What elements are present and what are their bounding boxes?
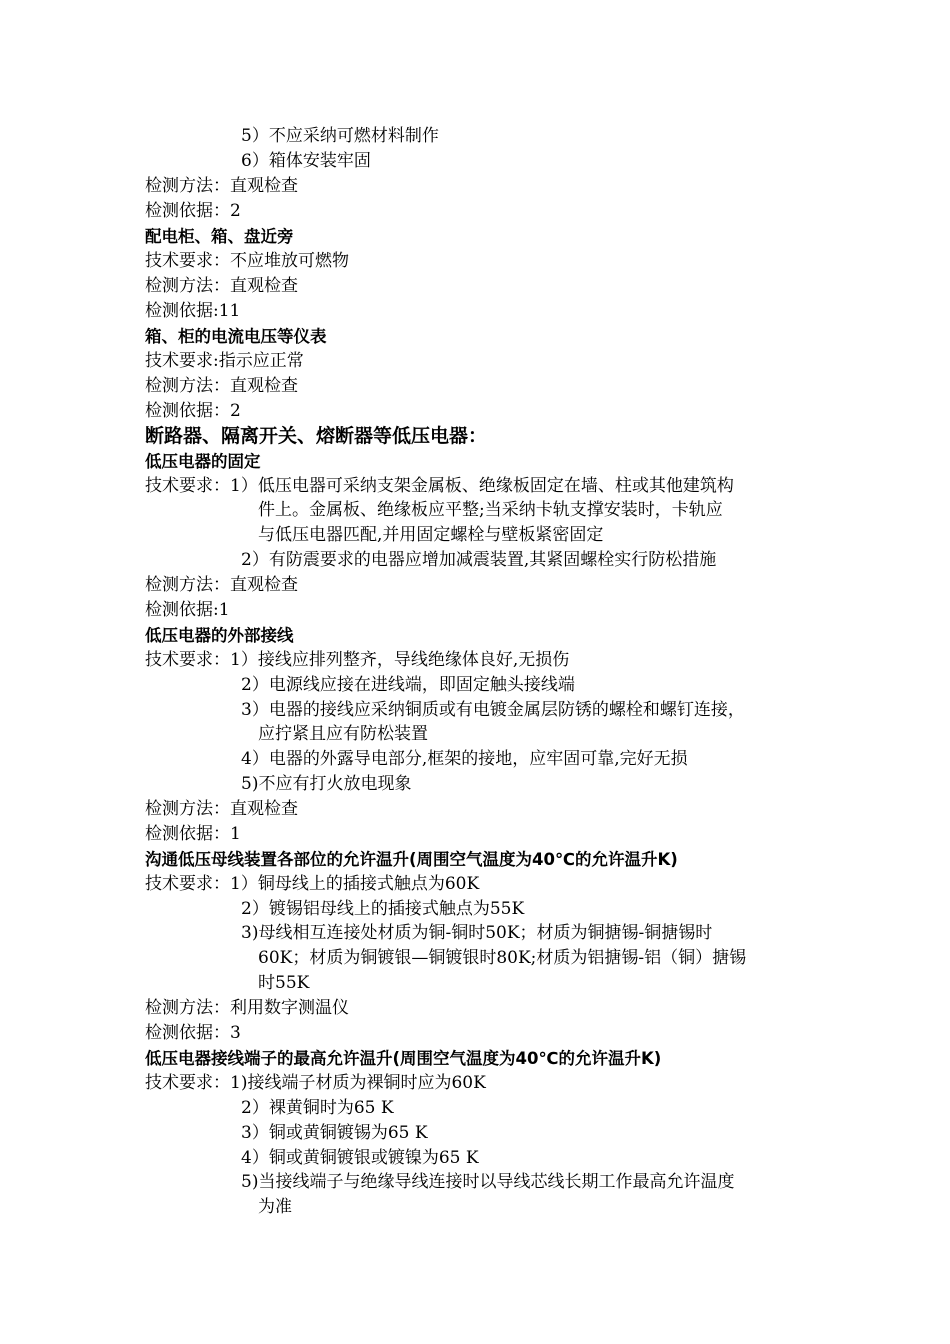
list-item: 4）铜或黄铜镀银或镀镍为65 K xyxy=(241,1148,479,1168)
basis-line: 检测依据：2 xyxy=(145,401,241,421)
list-item: 2）裸黄铜时为65 K xyxy=(241,1098,394,1118)
list-item: 3)母线相互连接处材质为铜-铜时50K；材质为铜搪锡-铜搪锡时 xyxy=(241,923,713,943)
list-item-continued: 为准 xyxy=(258,1197,292,1217)
basis-line: 检测依据:1 xyxy=(145,600,230,620)
list-item-continued: 件上。金属板、绝缘板应平整;当采纳卡轨支撑安装时，卡轨应 xyxy=(258,500,723,520)
list-item-continued: 60K；材质为铜镀银—铜镀银时80K;材质为铝搪锡-铝（铜）搪锡 xyxy=(258,948,747,968)
method-line: 检测方法：直观检查 xyxy=(145,575,298,595)
section-heading: 低压电器的固定 xyxy=(145,452,261,471)
requirement-line: 技术要求:指示应正常 xyxy=(145,351,304,371)
list-item: 4）电器的外露导电部分,框架的接地，应牢固可靠,完好无损 xyxy=(241,749,688,769)
section-heading: 箱、柜的电流电压等仪表 xyxy=(145,327,327,346)
list-item: 2）镀锡铝母线上的插接式触点为55K xyxy=(241,899,525,919)
list-item-continued: 时55K xyxy=(258,973,310,993)
section-heading: 配电柜、箱、盘近旁 xyxy=(145,227,294,246)
list-item: 2）电源线应接在进线端，即固定触头接线端 xyxy=(241,675,575,695)
list-item: 6）箱体安装牢固 xyxy=(241,151,371,171)
list-item: 5)不应有打火放电现象 xyxy=(241,774,412,794)
list-item: 5)当接线端子与绝缘导线连接时以导线芯线长期工作最高允许温度 xyxy=(241,1172,735,1192)
chapter-heading: 断路器、隔离开关、熔断器等低压电器： xyxy=(145,425,488,447)
basis-line: 检测依据：2 xyxy=(145,201,241,221)
section-heading: 低压电器的外部接线 xyxy=(145,626,294,645)
method-line: 检测方法：直观检查 xyxy=(145,176,298,196)
list-item-continued: 与低压电器匹配,并用固定螺栓与壁板紧密固定 xyxy=(258,525,604,545)
list-item: 2）有防震要求的电器应增加减震装置,其紧固螺栓实行防松措施 xyxy=(241,550,717,570)
method-line: 检测方法：直观检查 xyxy=(145,276,298,296)
list-item: 3）铜或黄铜镀锡为65 K xyxy=(241,1123,428,1143)
method-line: 检测方法：直观检查 xyxy=(145,376,298,396)
method-line: 检测方法：利用数字测温仪 xyxy=(145,998,349,1018)
requirement-line: 技术要求：不应堆放可燃物 xyxy=(145,251,349,271)
list-item: 3）电器的接线应采纳铜质或有电镀金属层防锈的螺栓和螺钉连接， xyxy=(241,700,745,720)
requirement-line: 技术要求：1）低压电器可采纳支架金属板、绝缘板固定在墙、柱或其他建筑构 xyxy=(145,476,734,496)
list-item: 5）不应采纳可燃材料制作 xyxy=(241,126,439,146)
method-line: 检测方法：直观检查 xyxy=(145,799,298,819)
basis-line: 检测依据：3 xyxy=(145,1023,241,1043)
section-heading: 低压电器接线端子的最高允许温升(周围空气温度为40℃的允许温升K) xyxy=(145,1049,662,1068)
list-item-continued: 应拧紧且应有防松装置 xyxy=(258,724,428,744)
requirement-line: 技术要求：1）铜母线上的插接式触点为60K xyxy=(145,874,480,894)
requirement-line: 技术要求：1）接线应排列整齐，导线绝缘体良好,无损伤 xyxy=(145,650,570,670)
section-heading: 沟通低压母线装置各部位的允许温升(周围空气温度为40℃的允许温升K) xyxy=(145,850,678,869)
basis-line: 检测依据：1 xyxy=(145,824,241,844)
basis-line: 检测依据:11 xyxy=(145,301,241,321)
requirement-line: 技术要求：1)接线端子材质为裸铜时应为60K xyxy=(145,1073,486,1093)
